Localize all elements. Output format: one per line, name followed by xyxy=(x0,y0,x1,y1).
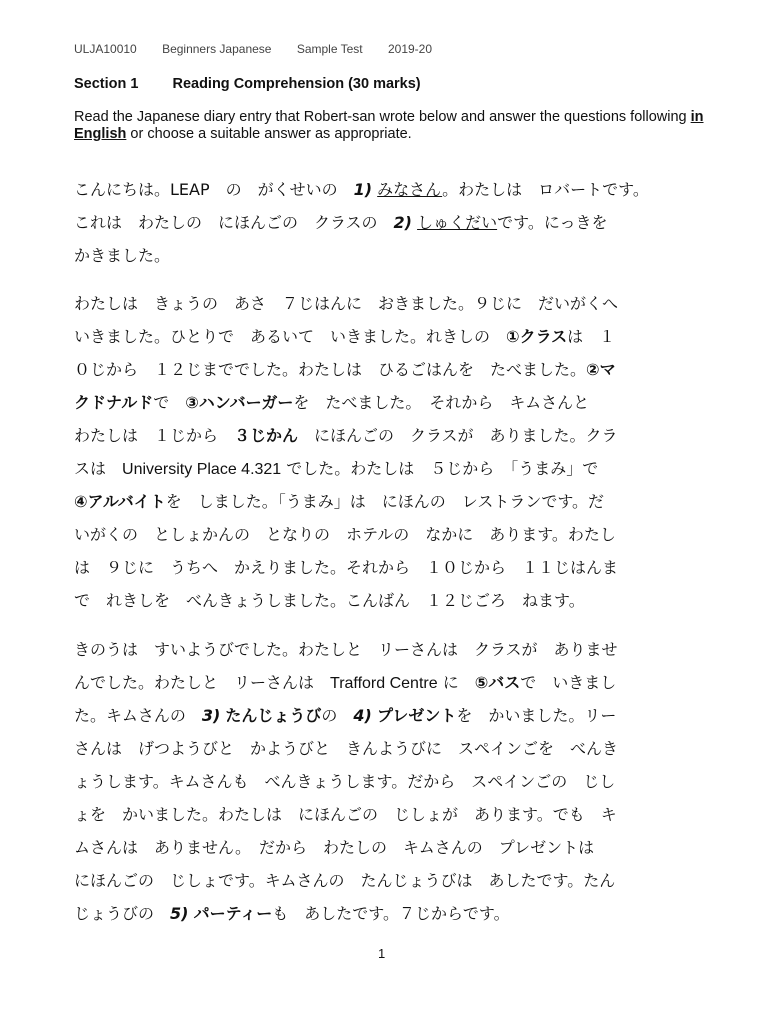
location-name: Trafford Centre xyxy=(330,675,438,692)
marked-word-4: ④アルバイト xyxy=(74,492,166,511)
question-marker-3: 3) xyxy=(201,706,221,725)
marked-word-1: ①クラス xyxy=(506,327,568,346)
bold-phrase: ３じかん xyxy=(234,426,299,445)
underlined-word: みなさん xyxy=(377,180,443,199)
text-line: ょを かいました。わたしは にほんごの じしょが あります。でも キ xyxy=(74,805,617,824)
text-line: ムさんは ありません。 だから わたしの キムさんの プレゼントは xyxy=(74,838,595,857)
text-line xyxy=(74,666,714,699)
course-code: ULJA10010 xyxy=(74,42,137,56)
course-name: Beginners Japanese xyxy=(162,42,272,56)
text-line: は ９じに うちへ かえりました。それから １０じから １１じはんま xyxy=(74,558,619,577)
diary-paragraph-2 xyxy=(74,287,714,617)
text-run: です。にっきを xyxy=(497,213,608,232)
marked-word-3: ③ハンバーガー xyxy=(185,393,294,412)
text-run: を たべました。 それから キムさんと xyxy=(293,393,590,412)
question-marker-2: 2) xyxy=(393,213,412,232)
text-line xyxy=(74,897,714,930)
text-line: ょうします。キムさんも べんきょうします。だから スペインごの じし xyxy=(74,772,616,791)
text-run: で xyxy=(153,393,186,412)
text-line xyxy=(74,699,714,732)
diary-paragraph-1 xyxy=(74,173,714,272)
text-run: に xyxy=(437,673,475,692)
text-run: いきました。ひとりで あるいて いきました。れきしの xyxy=(74,327,507,346)
question-marker-5: 5) xyxy=(170,904,189,923)
text-line xyxy=(74,452,714,485)
text-line: わたしは きょうの あさ ７じはんに おきました。９じに だいがくへ xyxy=(74,294,619,313)
text-line: かきました。 xyxy=(74,246,171,265)
text-line xyxy=(74,173,714,206)
text-run: で いきまし xyxy=(520,673,617,692)
text-line: で れきしを べんきょうしました。こんばん １２じごろ ねます。 xyxy=(74,591,585,610)
location-name: University Place 4.321 xyxy=(122,461,282,478)
instructions-text: Read the Japanese diary entry that Robert-san wrote below and answer the questions following xyxy=(74,109,691,125)
instructions-emphasis: in English xyxy=(74,109,704,142)
instructions xyxy=(74,109,714,143)
text-run: これは わたしの にほんごの クラスの xyxy=(74,213,394,232)
section-number: Section 1 xyxy=(74,76,139,92)
section-heading xyxy=(74,76,421,92)
text-run: わたしは １じから xyxy=(74,426,235,445)
text-run: も あしたです。７じからです。 xyxy=(272,904,510,923)
text-run: じょうびの xyxy=(74,904,171,923)
text-line xyxy=(74,419,714,452)
text-run: こんにちは。LEAP の がくせいの xyxy=(74,180,354,199)
text-run: は １ xyxy=(567,327,616,346)
text-line: きのうは すいようびでした。わたしと リーさんは クラスが ありませ xyxy=(74,640,618,659)
text-line xyxy=(74,206,714,239)
text-run: スは xyxy=(74,459,123,478)
text-run: を しました。「うまみ」は にほんの レストランです。だ xyxy=(165,492,605,511)
question-marker-1: 1) xyxy=(353,180,373,199)
text-line xyxy=(74,320,714,353)
bold-phrase: プレゼント xyxy=(376,706,457,725)
underlined-word: しゅくだい xyxy=(417,213,498,232)
text-run: た。キムさんの xyxy=(74,706,202,725)
marked-word-2: ②マ xyxy=(586,360,616,379)
text-run: の xyxy=(321,706,354,725)
instructions-text-end: or choose a suitable answer as appropriate. xyxy=(126,126,412,142)
academic-year: 2019-20 xyxy=(387,42,433,56)
text-run: を かいました。リー xyxy=(456,706,617,725)
text-run: でした。わたしは ５じから 「うまみ」で xyxy=(281,459,599,478)
text-run: にほんごの クラスが ありました。クラ xyxy=(298,426,618,445)
text-run: んでした。わたしと リーさんは xyxy=(74,673,331,692)
text-line xyxy=(74,353,714,386)
text-line xyxy=(74,386,714,419)
text-run: 。わたしは ロバートです。 xyxy=(442,180,649,199)
section-title: Reading Comprehension (30 marks) xyxy=(172,76,421,92)
text-run: ０じから １２じまででした。わたしは ひるごはんを たべました。 xyxy=(74,360,587,379)
marked-word-2-cont: クドナルド xyxy=(74,393,154,412)
marked-word-5: ⑤バス xyxy=(474,673,521,692)
bold-phrase: たんじょうび xyxy=(225,706,322,725)
text-line: さんは げつようびと かようびと きんようびに スペインごを べんき xyxy=(74,739,619,758)
question-marker-4: 4) xyxy=(353,706,372,725)
text-line: にほんごの じしょです。キムさんの たんじょうびは あしたです。たん xyxy=(74,871,616,890)
text-line xyxy=(74,485,714,518)
bold-phrase: パーティー xyxy=(193,904,273,923)
test-type: Sample Test xyxy=(296,42,363,56)
page-number: 1 xyxy=(378,946,386,961)
diary-paragraph-3 xyxy=(74,633,714,930)
page-header xyxy=(74,42,454,56)
text-line: いがくの としょかんの となりの ホテルの なかに あります。わたし xyxy=(74,525,616,544)
